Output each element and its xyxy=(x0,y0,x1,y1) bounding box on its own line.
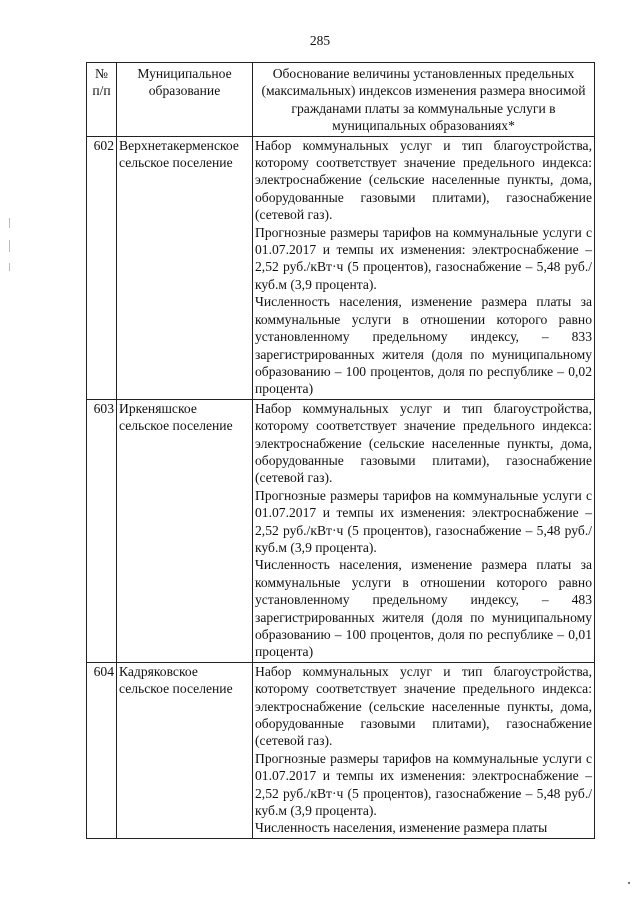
table-header-row xyxy=(87,63,595,137)
tariffs-paragraph: Прогнозные размеры тарифов на коммунальные услуги с 01.07.2017 и темпы их изменения: электроснабжение – 2,52 руб./кВт·ч (5 процентов), газоснабжение – 5,48 руб./куб.м (3,9 процента). xyxy=(255,224,592,292)
row-justification xyxy=(253,662,595,838)
scan-margin-mark xyxy=(9,218,10,228)
population-paragraph: Численность населения, изменение размера платы за коммунальные услуги в отношении которого равно установленному предельному индексу, – 483 зарегистрированных жителя (доля по муниципальному образованию – 100 процентов, доля по республике – 0,01 процента) xyxy=(255,557,592,660)
scan-margin-mark xyxy=(9,240,10,252)
page-number: 285 xyxy=(309,33,331,48)
row-municipality: Иркеняшское сельское поселение xyxy=(117,399,253,662)
row-municipality: Кадряковское сельское поселение xyxy=(117,662,253,838)
table-row xyxy=(87,136,595,399)
row-number: 602 xyxy=(87,136,117,399)
row-number: 603 xyxy=(87,399,117,662)
header-justification: Обоснование величины установленных предельных (максимальных) индексов изменения размера вносимой гражданами платы за коммунальные услуги в муниципальных образованиях* xyxy=(253,63,595,137)
population-paragraph: Численность населения, изменение размера платы за коммунальные услуги в отношении которого равно установленному предельному индексу, – 833 зарегистрированных жителя (доля по муниципальному образованию – 100 процентов, доля по республике – 0,02 процента) xyxy=(255,294,592,397)
row-justification xyxy=(253,399,595,662)
services-paragraph: Набор коммунальных услуг и тип благоустройства, которому соответствует значение предельного индекса: электроснабжение (сельские населенные пункты, дома, оборудованные газовыми плитами), газоснабжение (сетевой газ). xyxy=(255,663,592,749)
scan-margin-mark xyxy=(9,263,10,271)
services-paragraph: Набор коммунальных услуг и тип благоустройства, которому соответствует значение предельного индекса: электроснабжение (сельские населенные пункты, дома, оборудованные газовыми плитами), газоснабжение (сетевой газ). xyxy=(255,400,592,486)
row-municipality: Верхнетакерменское сельское поселение xyxy=(117,136,253,399)
services-paragraph: Набор коммунальных услуг и тип благоустройства, которому соответствует значение предельного индекса: электроснабжение (сельские населенные пункты, дома, оборудованные газовыми плитами), газоснабжение (сетевой газ). xyxy=(255,137,592,223)
scan-edge-mark xyxy=(628,882,630,884)
row-justification xyxy=(253,136,595,399)
table-row xyxy=(87,662,595,838)
tariffs-paragraph: Прогнозные размеры тарифов на коммунальные услуги с 01.07.2017 и темпы их изменения: электроснабжение – 2,52 руб./кВт·ч (5 процентов), газоснабжение – 5,48 руб./куб.м (3,9 процента). xyxy=(255,487,592,555)
header-number: № п/п xyxy=(87,63,117,137)
municipal-index-table xyxy=(86,62,595,839)
tariffs-paragraph: Прогнозные размеры тарифов на коммунальные услуги с 01.07.2017 и темпы их изменения: электроснабжение – 2,52 руб./кВт·ч (5 процентов), газоснабжение – 5,48 руб./куб.м (3,9 процента). xyxy=(255,750,592,819)
row-number: 604 xyxy=(87,662,117,838)
population-paragraph: Численность населения, изменение размера платы xyxy=(255,820,548,836)
table-row xyxy=(87,399,595,662)
header-municipality: Муниципальное образование xyxy=(117,63,253,137)
